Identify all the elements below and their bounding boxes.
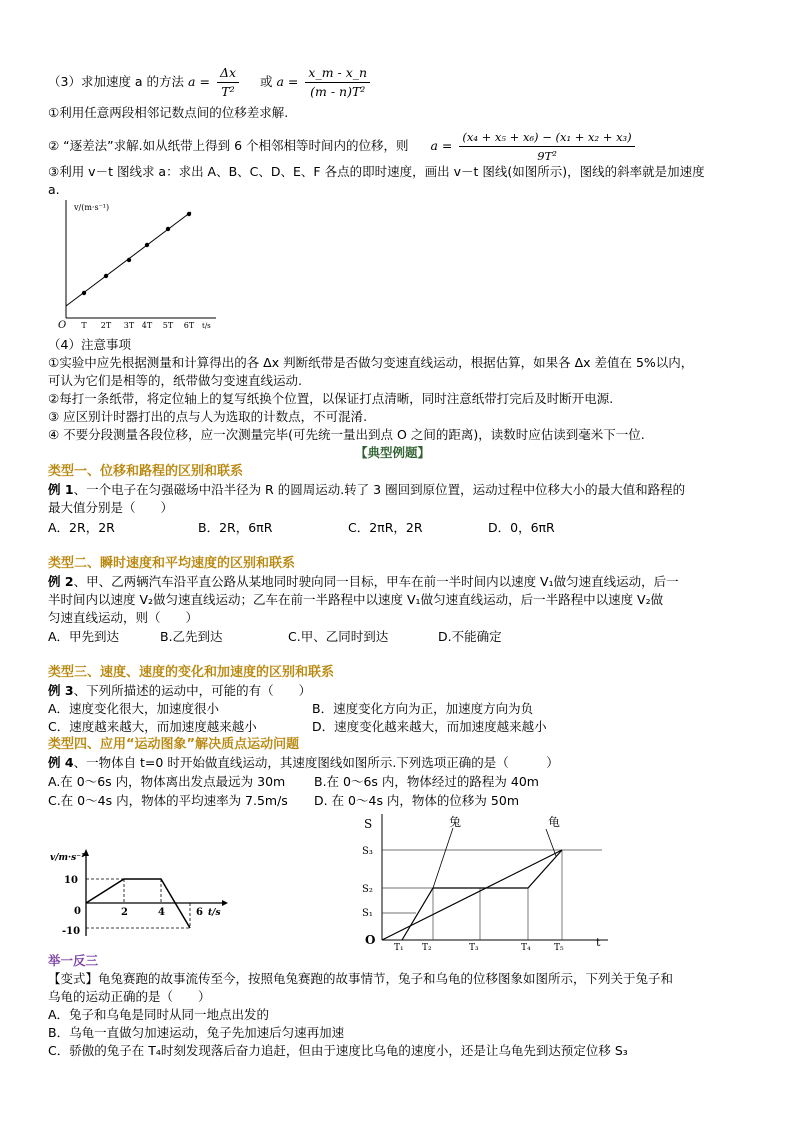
rg-s3: S₃ [362, 846, 373, 857]
rg-tortoise-line [382, 850, 562, 940]
vg-y-zero: 0 [74, 906, 81, 917]
type3-option-c: C．速度越来越大，而加速度越来越小 [48, 719, 257, 734]
type3-option-d: D．速度变化越来越大，而加速度越来越小 [312, 719, 547, 734]
rg-s1: S₁ [362, 908, 373, 919]
rg-s2: S₂ [362, 884, 373, 895]
formula2-den: (m - n)T² [310, 84, 366, 99]
vt-point [187, 212, 191, 216]
rg-t1: T₁ [394, 943, 404, 950]
vt-tick: 2T [100, 321, 112, 330]
rg-ylabel: S [364, 817, 373, 831]
section-heading: 【典型例题】 [355, 445, 431, 460]
type3-option-a: A．速度变化很大，加速度很小 [48, 701, 220, 716]
type4-option-d: D. 在 0～4s 内，物体的位移为 50m [314, 793, 519, 808]
formula3-num: (x₄ + x₅ + x₆) − (x₁ + x₂ + x₃) [459, 128, 634, 147]
type1-option-d: D．0，6πR [488, 520, 555, 535]
note-3: ③ 应区别计时器打出的点与人为选取的计数点，不可混淆. [48, 409, 368, 424]
formula1-den: T² [221, 84, 235, 99]
variant-q-cont: 乌龟的运动正确的是（ ） [48, 989, 211, 1004]
formula2-num: x_m - x_n [305, 64, 370, 83]
method3-item1: ①利用任意两段相邻记数点间的位移差求解. [48, 105, 289, 120]
variant-option-c: C．骄傲的兔子在 T₄时刻发现落后奋力追赶，但由于速度比乌龟的速度小，还是让乌龟先到达预定位移 S₃ [48, 1043, 628, 1058]
rg-t5: T₅ [554, 943, 564, 950]
type2-option-a: A．甲先到达 [48, 629, 120, 644]
rg-xlabel: t [596, 936, 601, 949]
type1-q-cont: 最大值分别是（ ） [48, 500, 174, 515]
vt-tick: 5T [162, 321, 174, 330]
type3-q: 、下列所描述的运动中，可能的有（ ） [73, 683, 312, 698]
vt-ylabel: v/(m·s⁻¹) [74, 203, 110, 212]
type4-option-a: A.在 0～6s 内，物体离出发点最远为 30m [48, 774, 286, 789]
vt-point [104, 274, 108, 278]
type1-option-c: C．2πR，2R [348, 520, 423, 535]
vg-y-bottom: -10 [62, 926, 81, 937]
vt-tick: 6T [183, 321, 195, 330]
type4-options-row2 [48, 792, 519, 810]
type3-ex-label: 例 3 [48, 683, 74, 698]
type2-ex-label: 例 2 [48, 574, 74, 589]
notes-title: （4）注意事项 [48, 337, 131, 352]
velocity-graph [48, 848, 238, 940]
vg-xlabel: t/s [208, 908, 221, 918]
method3-label: （3）求加速度 a 的方法 [48, 74, 185, 89]
type2-q-cont2: 匀速直线运动，则（ ） [48, 610, 199, 625]
type2-option-d: D.不能确定 [438, 629, 502, 644]
type4-option-c: C.在 0～4s 内，物体的平均速率为 7.5m/s [48, 793, 288, 808]
vt-point [82, 291, 86, 295]
note-2: ②每打一条纸带，将定位轴上的复写纸换个位置，以保证打点清晰，同时注意纸带打完后及时断开电源. [48, 391, 614, 406]
vt-graph [56, 198, 226, 332]
rg-t2: T₂ [422, 943, 432, 950]
formula2-lhs: a = [276, 74, 299, 89]
type1-q: 、一个电子在匀强磁场中沿半径为 R 的圆周运动.转了 3 圈回到原位置，运动过程中位移大小的最大值和路程的 [73, 482, 686, 497]
rg-tortoise-pointer [546, 829, 556, 856]
rg-origin: O [365, 933, 376, 947]
rg-t3: T₃ [469, 943, 479, 950]
formula1-num: Δx [217, 64, 239, 83]
variant-option-b: B．乌龟一直做匀加速运动，兔子先加速后匀速再加速 [48, 1025, 345, 1040]
type4-q: 、一物体自 t=0 时开始做直线运动，其速度图线如图所示.下列选项正确的是（ ） [73, 755, 559, 770]
variant-heading: 举一反三 [48, 953, 99, 968]
vt-origin: O [58, 320, 67, 331]
type1-ex-label: 例 1 [48, 482, 74, 497]
type2-option-b: B.乙先到达 [160, 629, 223, 644]
method3-item3-cont: a. [48, 182, 60, 197]
formula3-den: 9T² [537, 149, 557, 163]
type2-q-cont: 半时间内以速度 V₂做匀速直线运动；乙车在前一半路程中以速度 V₁做匀速直线运动，后一半路程中以速度 V₂做 [48, 592, 664, 607]
type1-option-a: A．2R，2R [48, 520, 115, 535]
method3-item3: ③利用 v－t 图线求 a：求出 A、B、C、D、E、F 各点的即时速度，画出 v－t 图线(如图所示)，图线的斜率就是加速度 [48, 164, 705, 179]
type1-options [48, 519, 555, 537]
vt-point [145, 243, 149, 247]
type4-ex-label: 例 4 [48, 755, 74, 770]
type4-options-row1 [48, 773, 539, 791]
type4-title: 类型四、应用“运动图象”解决质点运动问题 [48, 737, 300, 752]
vt-tick: 4T [141, 321, 153, 330]
type3-options-row2 [48, 718, 547, 736]
type2-q: 、甲、乙两辆汽车沿平直公路从某地同时驶向同一目标，甲车在前一半时间内以速度 V₁做匀速直线运动，后一 [73, 574, 679, 589]
vg-x-2: 2 [121, 907, 128, 918]
race-graph [356, 810, 616, 950]
vt-xlabel: t/s [202, 322, 211, 330]
variant-question [48, 970, 673, 988]
vt-tick: 3T [123, 321, 135, 330]
variant-label: 【变式】 [48, 971, 99, 986]
note-1: ①实验中应先根据测量和计算得出的各 Δx 判断纸带是否做匀变速直线运动，根据估算，如果各 Δx 差值在 5%以内， [48, 355, 694, 370]
type3-title: 类型三、速度、速度的变化和加速度的区别和联系 [48, 665, 335, 680]
vt-tick: T [81, 321, 87, 330]
note-4: ④ 不要分段测量各段位移，应一次测量完毕(可先统一量出到点 O 之间的距离)，读数时应估读到毫米下一位. [48, 427, 645, 442]
vg-y-top: 10 [64, 875, 78, 886]
rg-t4: T₄ [521, 943, 531, 950]
type2-title: 类型二、瞬时速度和平均速度的区别和联系 [48, 556, 296, 571]
variant-option-a: A．兔子和乌龟是同时从同一地点出发的 [48, 1007, 270, 1022]
vg-ylabel: v/m·s⁻¹ [50, 853, 85, 863]
formula-or: 或 [260, 74, 273, 89]
type2-question [48, 573, 679, 591]
type3-question [48, 682, 311, 700]
formula3-lhs: a = [430, 138, 453, 153]
vg-x-arrow [222, 900, 228, 906]
rg-rabbit-pointer [433, 828, 453, 888]
type2-options [48, 628, 502, 646]
formula2 [305, 64, 370, 101]
formula1 [217, 64, 239, 101]
type4-option-b: B.在 0～6s 内，物体经过的路程为 40m [314, 774, 539, 789]
vt-point [127, 258, 131, 262]
vt-point [166, 227, 170, 231]
variant-q: 龟兔赛跑的故事流传至今，按照龟兔赛跑的故事情节，兔子和乌龟的位移图象如图所示，下列关于兔子和 [98, 971, 674, 986]
method3-item2 [48, 128, 638, 165]
vg-x-6: 6 [196, 907, 203, 918]
type1-title: 类型一、位移和路程的区别和联系 [48, 464, 244, 479]
type1-option-b: B．2R，6πR [198, 520, 273, 535]
type4-question [48, 754, 559, 772]
rg-rabbit-line [402, 850, 562, 940]
type3-option-b: B．速度变化方向为正，加速度方向为负 [312, 701, 534, 716]
rg-tortoise-label: 龟 [548, 815, 561, 829]
type2-option-c: C.甲、乙同时到达 [288, 629, 389, 644]
formula3 [459, 128, 634, 165]
type1-question [48, 481, 685, 499]
rg-rabbit-label: 兔 [449, 815, 462, 829]
note-1-cont: 可认为它们是相等的，纸带做匀变速直线运动. [48, 373, 302, 388]
formula1-lhs: a = [188, 74, 210, 89]
method3-line [48, 64, 373, 101]
type3-options-row1 [48, 700, 533, 718]
method3-item2-text: ② “逐差法”求解.如从纸带上得到 6 个相邻相等时间内的位移，则 [48, 138, 409, 153]
vg-x-4: 4 [158, 907, 165, 918]
